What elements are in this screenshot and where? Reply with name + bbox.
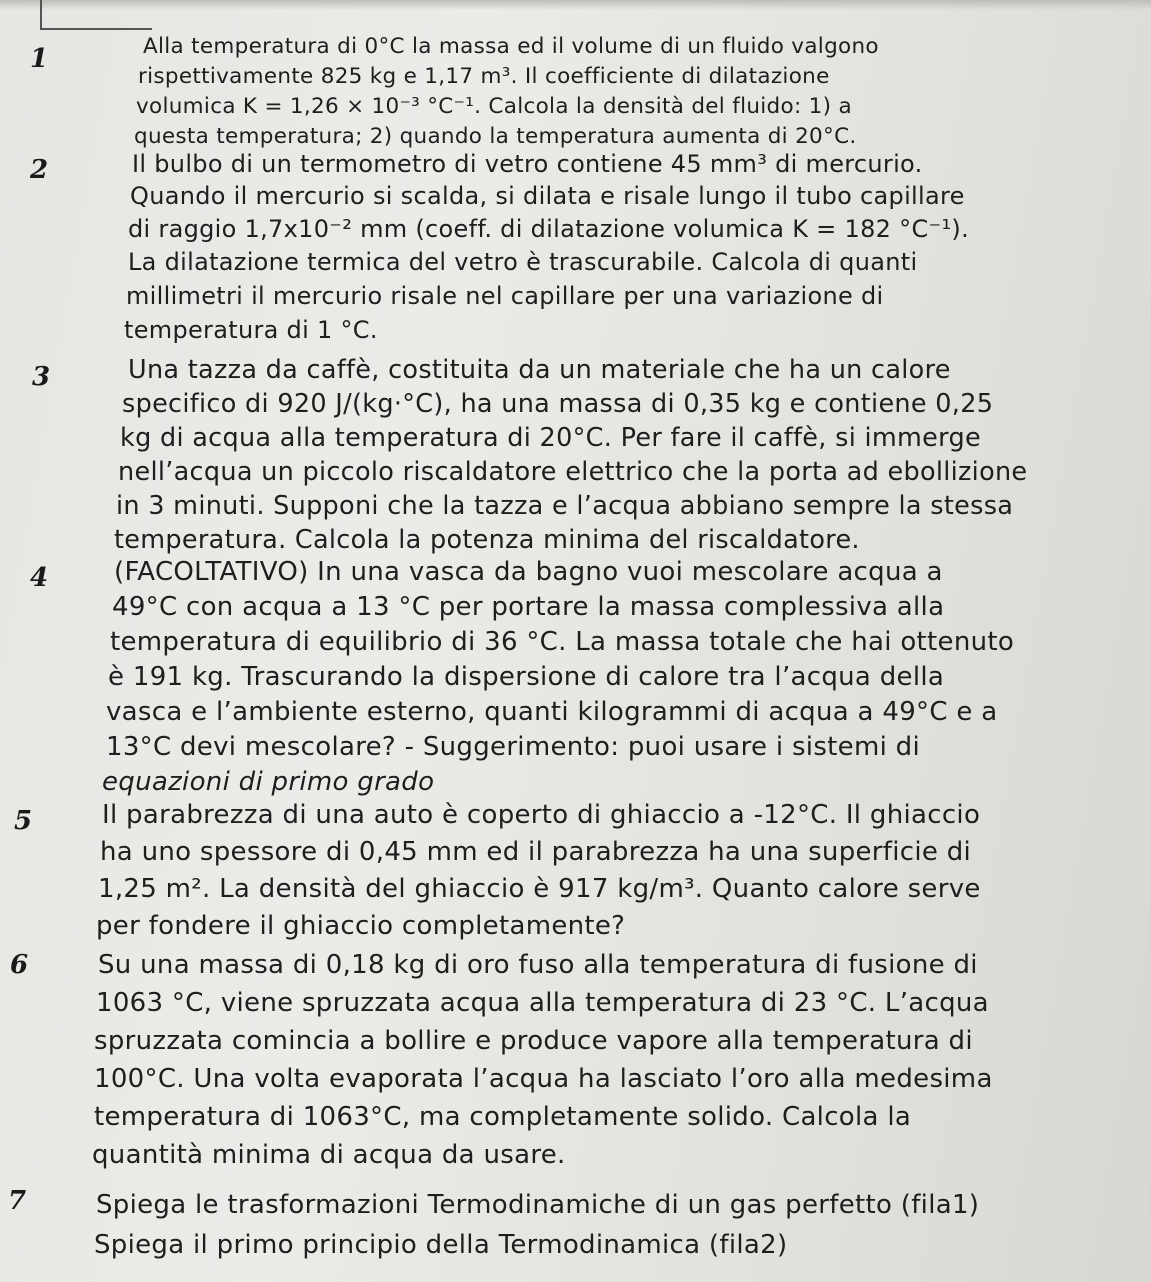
exercise-line: spruzzata comincia a bollire e produce vapore alla temperatura di — [94, 1026, 973, 1056]
exercise-line: (FACOLTATIVO) In una vasca da bagno vuoi mescolare acqua a — [114, 557, 943, 587]
exercise-line: La dilatazione termica del vetro è trascurabile. Calcola di quanti — [128, 248, 918, 276]
exercise-line: millimetri il mercurio risale nel capillare per una variazione di — [126, 282, 884, 310]
exercise-line: in 3 minuti. Supponi che la tazza e l’acqua abbiano sempre la stessa — [116, 491, 1014, 521]
exercise-number: 7 — [8, 1186, 27, 1216]
exercise-line: 49°C con acqua a 13 °C per portare la massa complessiva alla — [112, 592, 945, 622]
exercise-line: temperatura di 1063°C, ma completamente solido. Calcola la — [94, 1102, 912, 1132]
exercise-line: temperatura di 1 °C. — [124, 316, 378, 344]
page-top-edge — [0, 0, 1151, 10]
exercise-line: vasca e l’ambiente esterno, quanti kilogrammi di acqua a 49°C e a — [106, 697, 998, 727]
exercise-line: temperatura. Calcola la potenza minima del riscaldatore. — [114, 525, 860, 555]
exercise-line: Spiega il primo principio della Termodinamica (fila2) — [94, 1230, 788, 1260]
exercise-line: questa temperatura; 2) quando la temperatura aumenta di 20°C. — [134, 124, 857, 149]
exercise-line: Su una massa di 0,18 kg di oro fuso alla temperatura di fusione di — [98, 950, 978, 980]
exercise-line: Quando il mercurio si scalda, si dilata e risale lungo il tubo capillare — [130, 182, 965, 210]
exercise-line: specifico di 920 J/(kg·°C), ha una massa di 0,35 kg e contiene 0,25 — [122, 389, 994, 419]
exercise-line: nell’acqua un piccolo riscaldatore elettrico che la porta ad ebollizione — [118, 457, 1028, 487]
exercise-number: 3 — [32, 362, 51, 392]
exercise-line: volumica K = 1,26 × 10⁻³ °C⁻¹. Calcola la densità del fluido: 1) a — [136, 94, 852, 119]
exercise-line: ha uno spessore di 0,45 mm ed il parabrezza ha una superficie di — [100, 837, 972, 867]
exercise-line: per fondere il ghiaccio completamente? — [96, 911, 626, 941]
exercise-number: 4 — [30, 563, 49, 593]
exercise-line: rispettivamente 825 kg e 1,17 m³. Il coefficiente di dilatazione — [138, 64, 830, 89]
exercise-line: 1063 °C, viene spruzzata acqua alla temperatura di 23 °C. L’acqua — [96, 988, 989, 1018]
exercise-number: 1 — [30, 44, 49, 74]
exercise-number: 5 — [14, 806, 33, 836]
exercise-line: 13°C devi mescolare? - Suggerimento: puoi usare i sistemi di — [106, 732, 921, 762]
exercise-line: Il parabrezza di una auto è coperto di ghiaccio a -12°C. Il ghiaccio — [102, 800, 981, 830]
exercise-line: temperatura di equilibrio di 36 °C. La massa totale che hai ottenuto — [110, 627, 1015, 657]
exercise-line: Una tazza da caffè, costituita da un materiale che ha un calore — [128, 355, 951, 385]
exercise-number: 2 — [30, 155, 49, 185]
exercise-line: Alla temperatura di 0°C la massa ed il volume di un fluido valgono — [143, 34, 879, 59]
exercise-line: 1,25 m². La densità del ghiaccio è 917 kg/m³. Quanto calore serve — [98, 874, 981, 904]
exercise-line: quantità minima di acqua da usare. — [92, 1140, 566, 1170]
exercise-line: di raggio 1,7x10⁻² mm (coeff. di dilatazione volumica K = 182 °C⁻¹). — [128, 215, 969, 243]
corner-mark — [40, 0, 152, 30]
exercise-line: 100°C. Una volta evaporata l’acqua ha lasciato l’oro alla medesima — [94, 1064, 993, 1094]
exercise-line: è 191 kg. Trascurando la dispersione di calore tra l’acqua della — [108, 662, 945, 692]
exercise-line: equazioni di primo grado — [102, 767, 435, 797]
exercise-line: kg di acqua alla temperatura di 20°C. Per fare il caffè, si immerge — [120, 423, 981, 453]
exercise-line: Il bulbo di un termometro di vetro contiene 45 mm³ di mercurio. — [132, 150, 923, 178]
exercise-line: Spiega le trasformazioni Termodinamiche di un gas perfetto (fila1) — [96, 1190, 980, 1220]
exercise-number: 6 — [10, 950, 29, 980]
